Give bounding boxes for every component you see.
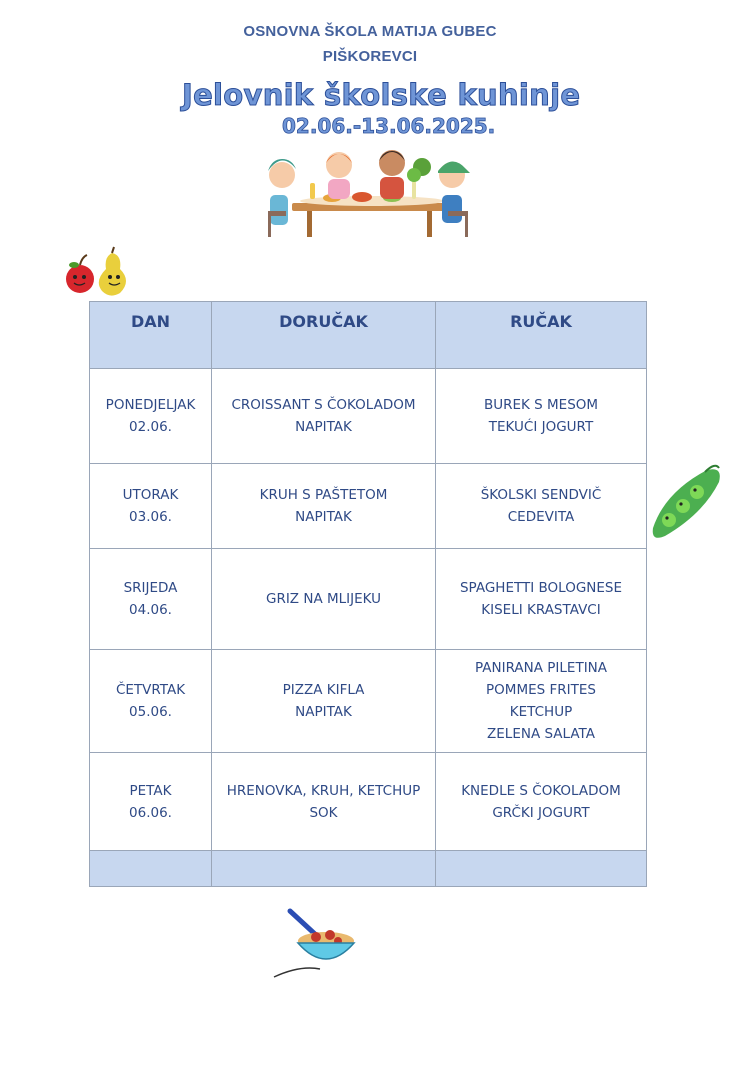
breakfast-cell — [212, 753, 436, 851]
header-breakfast: DORUČAK — [212, 302, 436, 369]
breakfast-item: NAPITAK — [295, 419, 352, 435]
table-row — [90, 464, 647, 549]
lunch-item: PANIRANA PILETINA — [474, 660, 608, 676]
breakfast-item: HRENOVKA, KRUH, KETCHUP — [226, 782, 421, 799]
school-place: PIŠKOREVCI — [322, 48, 418, 65]
menu-table — [89, 301, 647, 887]
footer-cell — [212, 851, 436, 887]
day-date: 02.06. — [129, 419, 172, 435]
lunch-item: POMMES FRITES — [486, 682, 596, 698]
lunch-item: GRČKI JOGURT — [492, 804, 590, 821]
day-date: 06.06. — [129, 804, 172, 821]
day-date: 03.06. — [129, 509, 172, 525]
lunch-cell — [436, 549, 647, 650]
fruit-illustration — [60, 245, 136, 301]
day-name: ČETVRTAK — [115, 682, 186, 698]
header-day: DAN — [90, 302, 212, 369]
breakfast-cell — [212, 549, 436, 650]
lunch-item: KETCHUP — [509, 704, 573, 720]
lunch-cell — [436, 753, 647, 851]
lunch-cell — [436, 650, 647, 753]
breakfast-cell — [212, 369, 436, 464]
menu-dates: 02.06.-13.06.2025. — [282, 114, 496, 138]
breakfast-item: SOK — [309, 804, 338, 821]
school-name: OSNOVNA ŠKOLA MATIJA GUBEC — [243, 23, 497, 40]
day-date: 04.06. — [129, 602, 172, 618]
breakfast-item: PIZZA KIFLA — [282, 682, 365, 698]
lunch-item: CEDEVITA — [507, 509, 575, 525]
breakfast-item: CROISSANT S ČOKOLADOM — [231, 397, 416, 413]
spaghetti-bowl-illustration — [270, 905, 360, 980]
table-row — [90, 369, 647, 464]
breakfast-item: KRUH S PAŠTETOM — [259, 487, 388, 503]
breakfast-item: NAPITAK — [295, 704, 352, 720]
lunch-cell — [436, 369, 647, 464]
lunch-item: ŠKOLSKI SENDVIČ — [480, 487, 602, 503]
footer-cell — [90, 851, 212, 887]
pea-pod-illustration — [645, 462, 725, 544]
lunch-item: SPAGHETTI BOLOGNESE — [459, 580, 623, 596]
lunch-item: KNEDLE S ČOKOLADOM — [461, 782, 621, 799]
day-cell — [90, 369, 212, 464]
table-footer-row — [90, 851, 647, 887]
lunch-item: ZELENA SALATA — [487, 726, 595, 742]
breakfast-item: GRIZ NA MLIJEKU — [265, 591, 382, 607]
day-name: SRIJEDA — [123, 580, 178, 596]
day-cell — [90, 650, 212, 753]
header-lunch: RUČAK — [436, 302, 647, 369]
breakfast-cell — [212, 650, 436, 753]
breakfast-item: NAPITAK — [295, 509, 352, 525]
lunch-item: BUREK S MESOM — [483, 397, 599, 413]
table-row — [90, 549, 647, 650]
lunch-item: KISELI KRASTAVCI — [481, 602, 601, 618]
day-name: UTORAK — [122, 487, 179, 503]
day-date: 05.06. — [129, 704, 172, 720]
table-row — [90, 650, 647, 753]
day-cell — [90, 753, 212, 851]
day-name: PONEDJELJAK — [105, 397, 196, 413]
table-header-row — [90, 302, 647, 369]
breakfast-cell — [212, 464, 436, 549]
table-row — [90, 753, 647, 851]
day-cell — [90, 549, 212, 650]
day-cell — [90, 464, 212, 549]
lunch-cell — [436, 464, 647, 549]
menu-title: Jelovnik školske kuhinje — [182, 78, 581, 112]
lunch-item: TEKUĆI JOGURT — [488, 419, 594, 435]
footer-cell — [436, 851, 647, 887]
day-name: PETAK — [129, 782, 172, 799]
kids-table-illustration — [262, 145, 477, 240]
